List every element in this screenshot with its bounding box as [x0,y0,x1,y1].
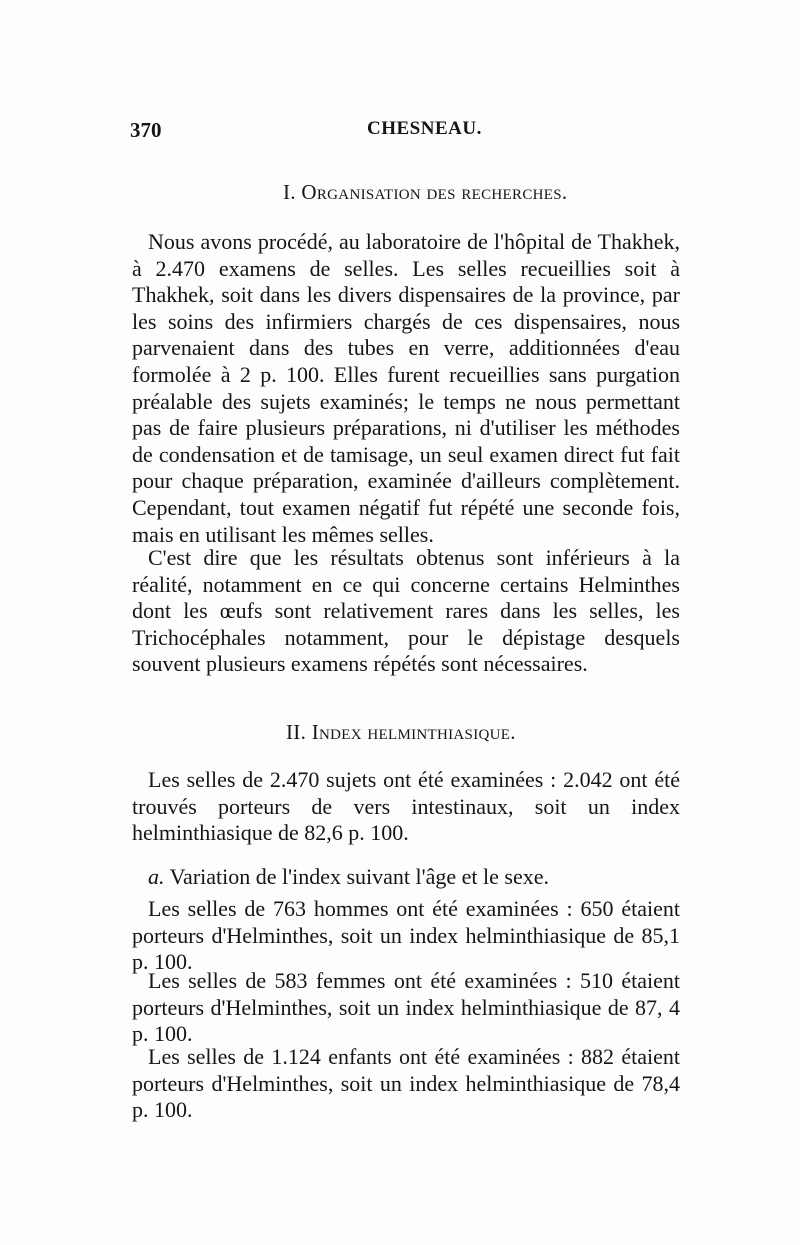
section-heading-organisation [283,180,567,205]
section-numeral: II. [286,720,307,744]
subheading-text: Variation de l'index suivant l'âge et le sexe. [169,864,549,889]
page-number: 370 [130,118,162,142]
paragraph-limitations: C'est dire que les résultats obtenus sont inférieurs à la réalité, notamment en ce qui concerne certains Helminthes dont les œufs sont relativement rares dans les selles, les Trichocéphales notamment, pour le dépistage desquels souvent plusieurs examens répétés sont nécessaires. [132,545,680,677]
paragraph-men: Les selles de 763 hommes ont été examinées : 650 étaient porteurs d'Helminthes, soit un index helminthiasique de 85,1 p. 100. [132,896,680,975]
section-heading-index [286,720,516,745]
section-title: Organisation des recherches. [301,180,568,204]
section-numeral: I. [283,180,296,204]
paragraph-overall-index: Les selles de 2.470 sujets ont été examinées : 2.042 ont été trouvés porteurs de vers intestinaux, soit un index helminthiasique de 82,6 p. 100. [132,767,680,846]
running-title: CHESNEAU. [367,118,482,139]
running-head [130,118,675,148]
paragraph-women: Les selles de 583 femmes ont été examinées : 510 étaient porteurs d'Helminthes, soit un index helminthiasique de 87, 4 p. 100. [132,968,680,1047]
section-title: Index helminthiasique. [311,720,516,744]
subheading-letter: a. [148,864,165,889]
paragraph-children: Les selles de 1.124 enfants ont été examinées : 882 étaient porteurs d'Helminthes, soit un index helminthiasique de 78,4 p. 100. [132,1044,680,1123]
subheading-variation [132,864,680,891]
paragraph-methods: Nous avons procédé, au laboratoire de l'hôpital de Thakhek, à 2.470 examens de selles. Les selles recueillies soit à Thakhek, soit dans les divers dispensaires de la province, par les soins des infirmiers chargés de ces dispensaires, nous parvenaient dans des tubes en verre, additionnées d'eau formolée à 2 p. 100. Elles furent recueillies sans purgation préalable des sujets examinés; le temps ne nous permettant pas de faire plusieurs préparations, ni d'utiliser les méthodes de condensation et de tamisage, un seul examen direct fut fait pour chaque préparation, examinée d'ailleurs complètement. Cependant, tout examen négatif fut répété une seconde fois, mais en utilisant les mêmes selles. [132,229,680,547]
